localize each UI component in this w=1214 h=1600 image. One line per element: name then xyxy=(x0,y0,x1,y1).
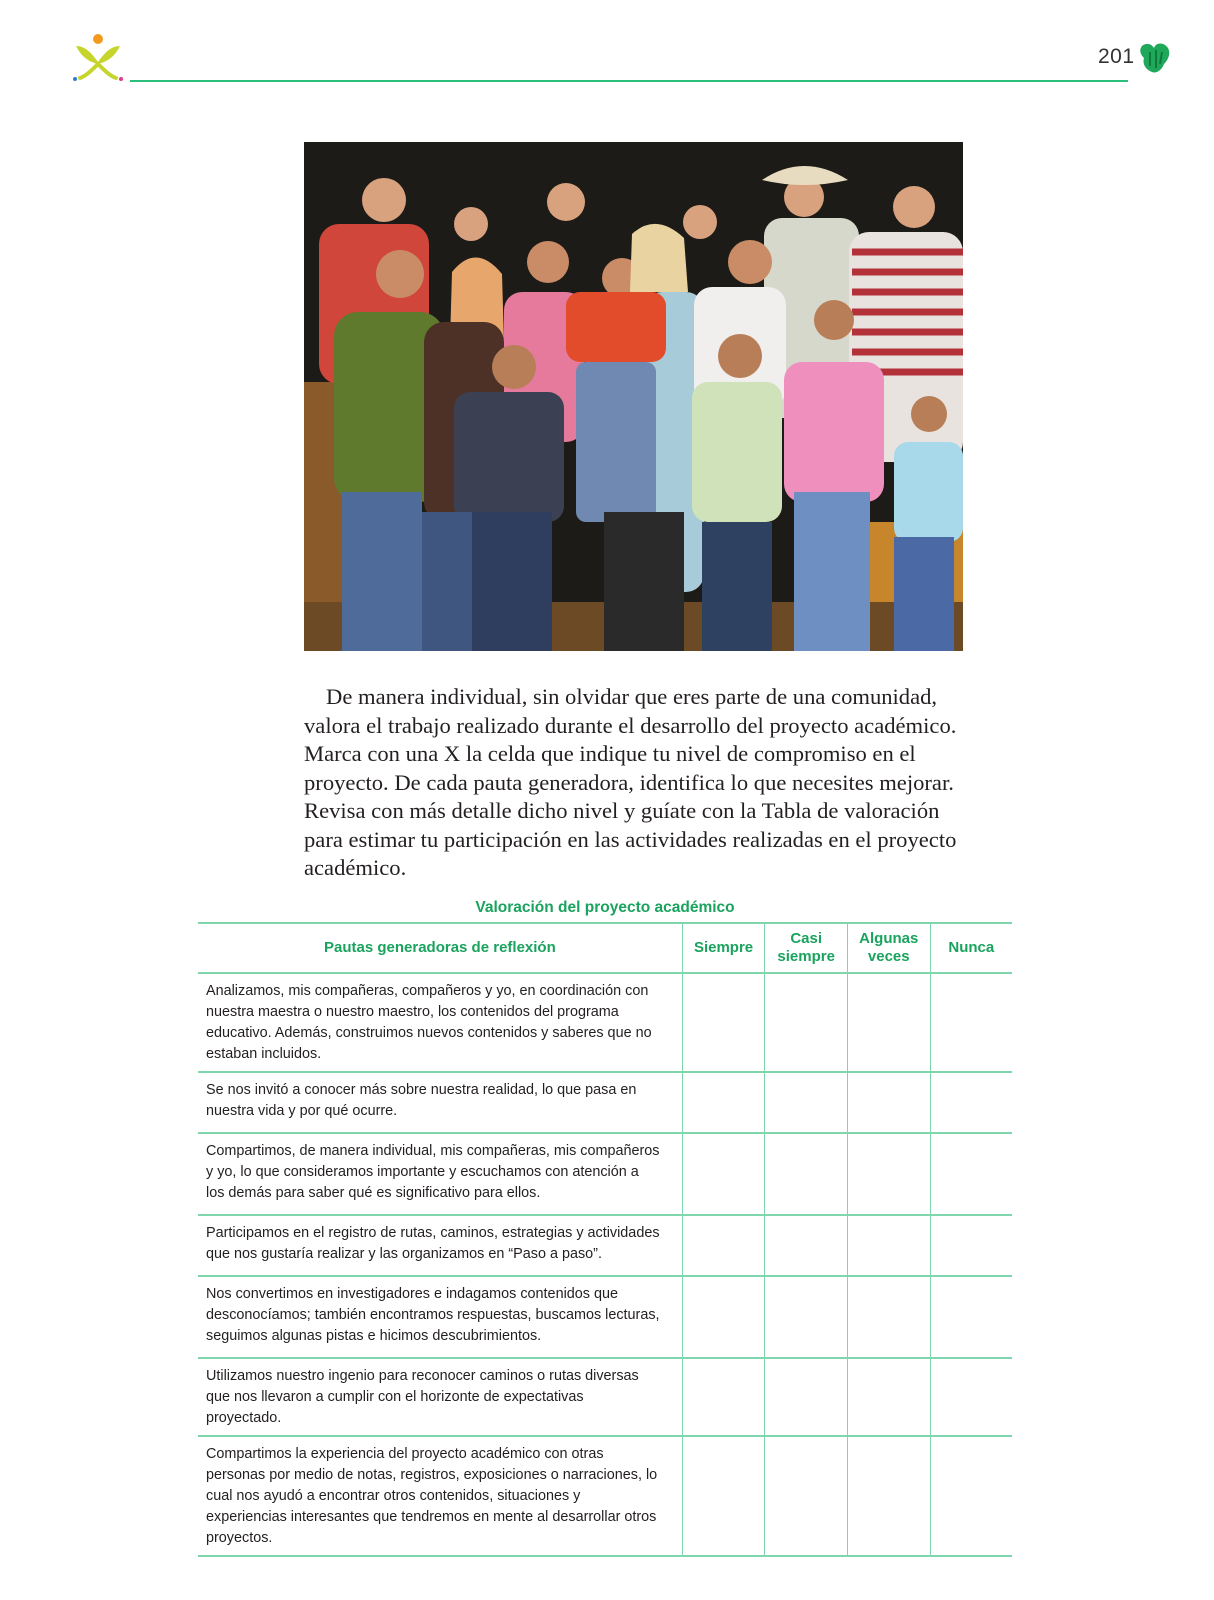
table-row xyxy=(198,1215,1012,1276)
criterion-cell xyxy=(198,1436,682,1556)
cell-sometimes[interactable] xyxy=(847,1276,930,1358)
page-number: 201 xyxy=(1098,45,1135,68)
evaluation-table xyxy=(198,922,1012,1557)
cell-never[interactable] xyxy=(930,1276,1012,1358)
header-almost-always xyxy=(765,923,848,973)
green-leaf-icon xyxy=(1138,40,1172,76)
person-leaf-logo-icon xyxy=(70,32,126,84)
table-header-row xyxy=(198,923,1012,973)
header-always-label: Siempre xyxy=(693,939,754,956)
cell-always[interactable] xyxy=(682,1215,765,1276)
criterion-text: Utilizamos nuestro ingenio para reconocer caminos o rutas diversas que nos llevaron a cumplir con el horizonte de expectativas proyectado. xyxy=(206,1368,639,1426)
table-row xyxy=(198,973,1012,1072)
table-row xyxy=(198,1358,1012,1436)
cell-sometimes[interactable] xyxy=(847,1436,930,1556)
cell-sometimes[interactable] xyxy=(847,1072,930,1133)
criterion-cell xyxy=(198,1215,682,1276)
cell-always[interactable] xyxy=(682,1276,765,1358)
table-title: Valoración del proyecto académico xyxy=(475,899,735,916)
cell-almost-always[interactable] xyxy=(765,1276,848,1358)
cell-always[interactable] xyxy=(682,1436,765,1556)
instructions-paragraph: De manera individual, sin olvidar que eres parte de una comunidad, valora el trabajo realizado durante el desarrollo del proyecto académico. Marca con una X la celda que indique tu nivel de compromiso en el proyecto. De cada pauta generadora, identifica lo que necesites mejorar. Revisa con más detalle dicho nivel y guíate con la Tabla de valoración para estimar tu participación en las actividades realizadas en el proyecto académico. xyxy=(304,684,957,880)
table-row xyxy=(198,1072,1012,1133)
cell-never[interactable] xyxy=(930,1215,1012,1276)
cell-sometimes[interactable] xyxy=(847,1358,930,1436)
criterion-text: Nos convertimos en investigadores e indagamos contenidos que desconocíamos; también encontramos respuestas, buscamos lecturas, seguimos algunas pistas e hicimos descubrimientos. xyxy=(206,1286,660,1344)
header-never-label: Nunca xyxy=(948,939,995,956)
criterion-text: Compartimos la experiencia del proyecto académico con otras personas por medio de notas, registros, exposiciones o narraciones, lo cual nos ayudó a encontrar otros contenidos, situaciones y experiencias interesantes que tendremos en mente al desarrollar otros proyectos. xyxy=(206,1446,658,1546)
header-almost-always-label: Casi siempre xyxy=(777,930,835,965)
cell-never[interactable] xyxy=(930,973,1012,1072)
cell-always[interactable] xyxy=(682,1133,765,1215)
cell-almost-always[interactable] xyxy=(765,1358,848,1436)
cell-sometimes[interactable] xyxy=(847,1215,930,1276)
table-row xyxy=(198,1133,1012,1215)
table-row xyxy=(198,1276,1012,1358)
cell-never[interactable] xyxy=(930,1358,1012,1436)
cell-never[interactable] xyxy=(930,1133,1012,1215)
cell-never[interactable] xyxy=(930,1436,1012,1556)
cell-sometimes[interactable] xyxy=(847,973,930,1072)
criterion-text: Analizamos, mis compañeras, compañeros y yo, en coordinación con nuestra maestra o nuestro maestro, los contenidos del programa educativo. Además, construimos nuevos contenidos y saberes que no estaban incluidos. xyxy=(206,983,652,1062)
cell-sometimes[interactable] xyxy=(847,1133,930,1215)
cell-almost-always[interactable] xyxy=(765,1215,848,1276)
cell-almost-always[interactable] xyxy=(765,1436,848,1556)
cell-always[interactable] xyxy=(682,1358,765,1436)
criterion-text: Se nos invitó a conocer más sobre nuestra realidad, lo que pasa en nuestra vida y por qué ocurre. xyxy=(206,1082,637,1119)
cell-almost-always[interactable] xyxy=(765,1072,848,1133)
criterion-cell xyxy=(198,1133,682,1215)
criterion-cell xyxy=(198,1072,682,1133)
header-criterion: Pautas generadoras de reflexión xyxy=(198,923,682,973)
cell-almost-always[interactable] xyxy=(765,973,848,1072)
criterion-text: Participamos en el registro de rutas, caminos, estrategias y actividades que nos gustaría realizar y las organizamos en “Paso a paso”. xyxy=(206,1225,660,1262)
cell-always[interactable] xyxy=(682,973,765,1072)
header-sometimes-label: Algunas veces xyxy=(859,930,919,965)
header-rule xyxy=(130,80,1128,82)
header-never xyxy=(930,923,1012,973)
table-row xyxy=(198,1436,1012,1556)
cell-never[interactable] xyxy=(930,1072,1012,1133)
group-photo xyxy=(304,142,963,651)
cell-always[interactable] xyxy=(682,1072,765,1133)
criterion-cell xyxy=(198,1358,682,1436)
criterion-text: Compartimos, de manera individual, mis compañeras, mis compañeros y yo, lo que consideramos importante y escuchamos con atención a los demás para saber qué es significativo para ellos. xyxy=(206,1143,660,1201)
header-always xyxy=(682,923,765,973)
criterion-cell xyxy=(198,973,682,1072)
criterion-cell xyxy=(198,1276,682,1358)
cell-almost-always[interactable] xyxy=(765,1133,848,1215)
header-sometimes xyxy=(847,923,930,973)
